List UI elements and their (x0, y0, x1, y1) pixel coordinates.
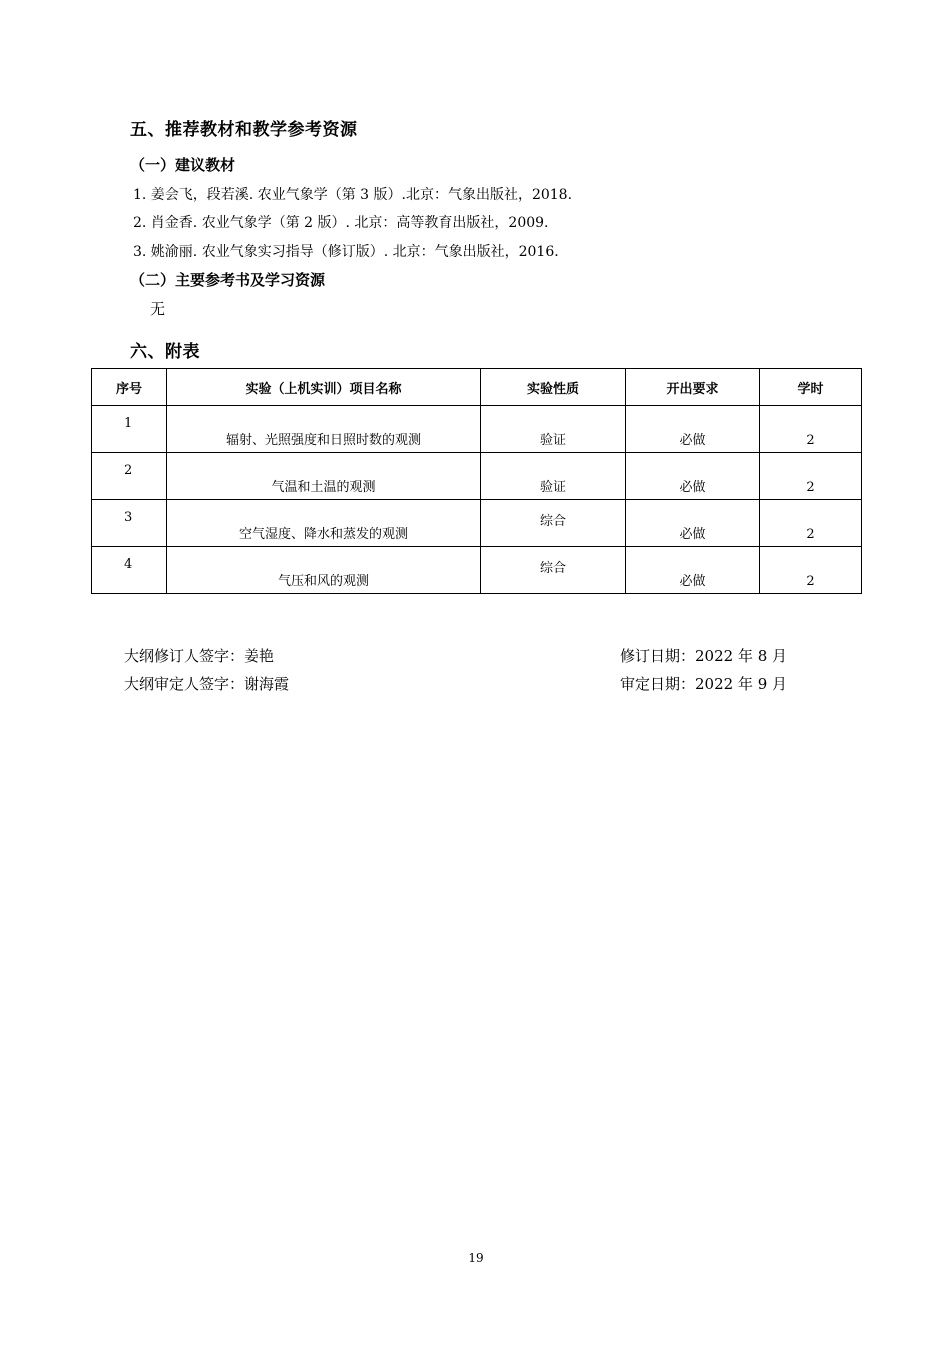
cell-serial-number: 3 (92, 500, 167, 547)
cell-experiment-nature: 综合 (481, 547, 626, 594)
cell-serial-number: 1 (92, 406, 167, 453)
approval-date: 审定日期：2022 年 9 月 (620, 675, 788, 693)
reviser-signature: 大纲修订人签字：姜艳 (124, 647, 275, 665)
cell-experiment-nature: 验证 (481, 406, 626, 453)
cell-requirement: 必做 (626, 453, 760, 500)
cell-experiment-nature: 综合 (481, 500, 626, 547)
revision-date: 修订日期：2022 年 8 月 (620, 647, 788, 665)
table-row (92, 500, 862, 547)
cell-hours: 2 (760, 406, 862, 453)
cell-project-name: 气温和土温的观测 (167, 453, 481, 500)
cell-project-name: 辐射、光照强度和日照时数的观测 (167, 406, 481, 453)
cell-project-name: 气压和风的观测 (167, 547, 481, 594)
cell-requirement: 必做 (626, 406, 760, 453)
cell-project-name: 空气湿度、降水和蒸发的观测 (167, 500, 481, 547)
page-number: 19 (468, 1251, 484, 1265)
header-requirement: 开出要求 (626, 369, 760, 406)
header-serial-number: 序号 (92, 369, 167, 406)
table-row (92, 453, 862, 500)
section5-title: 五、推荐教材和教学参考资源 (130, 120, 358, 140)
reference-books-heading: （二）主要参考书及学习资源 (130, 271, 326, 289)
reference-books-content: 无 (150, 300, 166, 318)
cell-serial-number: 4 (92, 547, 167, 594)
approver-signature: 大纲审定人签字：谢海霞 (124, 675, 290, 693)
header-experiment-nature: 实验性质 (481, 369, 626, 406)
cell-serial-number: 2 (92, 453, 167, 500)
header-hours: 学时 (760, 369, 862, 406)
section6-title: 六、附表 (130, 342, 200, 362)
cell-hours: 2 (760, 500, 862, 547)
appendix-table (91, 368, 862, 594)
cell-hours: 2 (760, 453, 862, 500)
suggested-textbooks-heading: （一）建议教材 (130, 156, 236, 174)
textbook-item-1: 1. 姜会飞，段若溪. 农业气象学（第 3 版）.北京：气象出版社，2018. (133, 187, 573, 203)
table-row (92, 547, 862, 594)
cell-experiment-nature: 验证 (481, 453, 626, 500)
textbook-item-3: 3. 姚渝丽. 农业气象实习指导（修订版）. 北京：气象出版社，2016. (133, 244, 559, 260)
cell-requirement: 必做 (626, 547, 760, 594)
table-row (92, 406, 862, 453)
textbook-item-2: 2. 肖金香. 农业气象学（第 2 版）. 北京：高等教育出版社，2009. (133, 215, 549, 231)
cell-hours: 2 (760, 547, 862, 594)
table-header-row (92, 369, 862, 406)
header-project-name: 实验（上机实训）项目名称 (167, 369, 481, 406)
cell-requirement: 必做 (626, 500, 760, 547)
